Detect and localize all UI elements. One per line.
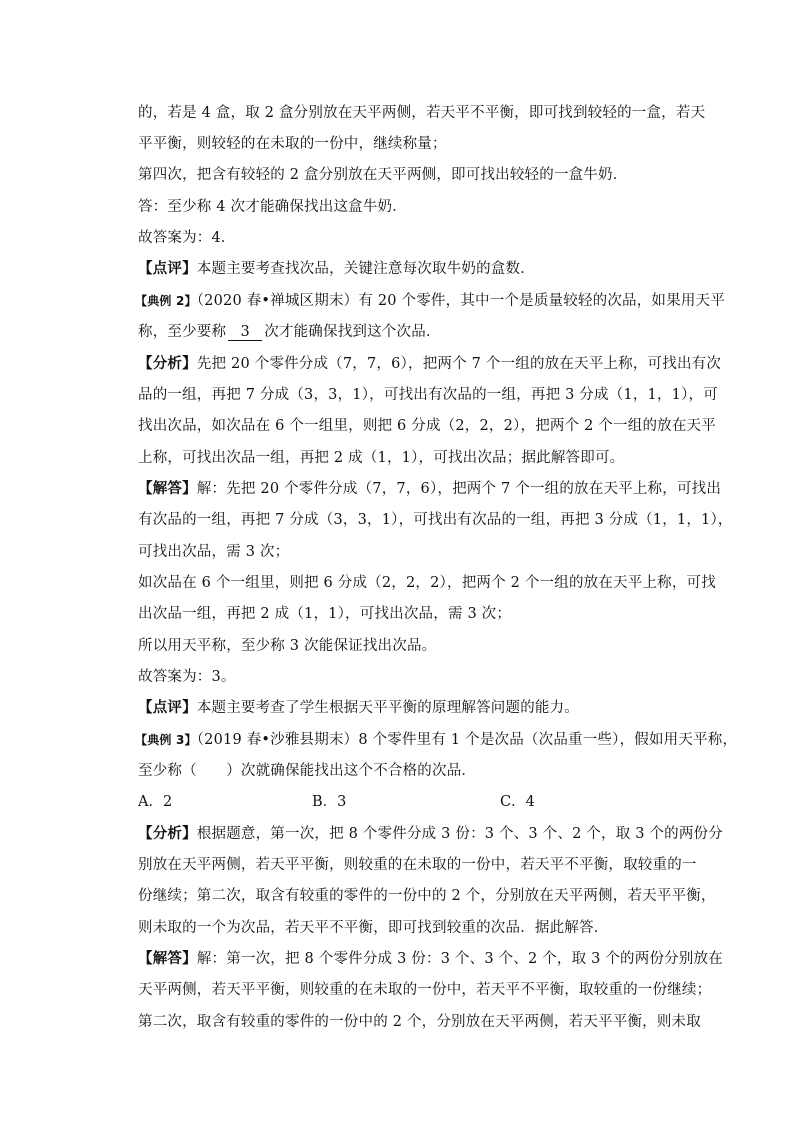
analysis-text: 根据题意，第一次，把 8 个零件分成 3 份：3 个、3 个、2 个，取 3 个的两份分 [196, 826, 723, 842]
answer-line: 答：至少称 4 次才能确保找出这盒牛奶． [138, 199, 407, 215]
option-a: A．2 [138, 794, 173, 810]
comment-line [138, 698, 579, 718]
solution-text: 解：先把 20 个零件分成（7，7，6），把两个 7 个一组的放在天平上称，可找出 [196, 481, 722, 497]
text-line: 所以用天平称，至少称 3 次能保证找出次品。 [138, 638, 437, 654]
analysis-line [138, 824, 723, 844]
comment-label: 【点评】 [138, 261, 197, 277]
analysis-line [138, 354, 721, 374]
text-line: 可找出次品，需 3 次； [138, 544, 290, 560]
solution-label: 【解答】 [138, 951, 197, 967]
text-line: 上称，可找出次品一组，再把 2 成（1，1），可找出次品；据此解答即可。 [138, 450, 625, 466]
example-text: （2019 春•沙雅县期末）8 个零件里有 1 个是次品（次品重一些），假如用天平称， [196, 732, 738, 748]
analysis-label: 【分析】 [138, 356, 197, 372]
comment-label: 【点评】 [138, 700, 197, 716]
text-line: 平平衡，则较轻的在未取的一份中，继续称量； [138, 136, 447, 152]
question-line [138, 322, 441, 342]
example-2-heading [135, 291, 725, 311]
example-tag: 【典例 3】 [135, 733, 197, 747]
text-line: 如次品在 6 个一组里，则把 6 分成（2，2，2），把两个 2 个一组的放在天平上称，可找 [138, 575, 716, 591]
text-line: 第二次，取含有较重的零件的一份中的 2 个，分别放在天平两侧，若天平平衡，则未取 [138, 1014, 701, 1030]
comment-line [138, 259, 535, 279]
solution-line [138, 949, 723, 969]
text-line: 出次品一组，再把 2 成（1，1），可找出次品，需 3 次； [138, 606, 512, 622]
solution-label: 【解答】 [138, 481, 197, 497]
question-line: 至少称（ ）次就确保能找出这个不合格的次品． [138, 763, 477, 779]
answer-blank: 3 [228, 324, 262, 341]
text-line: 别放在天平两侧，若天平平衡，则较重的在未取的一份中，若天平不平衡，取较重的一 [138, 857, 697, 873]
text-line: 找出次品，如次品在 6 个一组里，则把 6 分成（2，2，2），把两个 2 个一组的放在天平 [138, 418, 716, 434]
text-line: 天平两侧，若天平平衡，则较重的在未取的一份中，若天平不平衡，取较重的一份继续； [138, 982, 712, 998]
text-line: 的，若是 4 盒，取 2 盒分别放在天平两侧，若天平不平衡，即可找到较轻的一盒，若天 [138, 105, 706, 121]
solution-text: 解：第一次，把 8 个零件分成 3 份：3 个、3 个、2 个，取 3 个的两份分别放在 [196, 951, 723, 967]
text-line: 份继续；第二次，取含有较重的零件的一份中的 2 个，分别放在天平两侧，若天平平衡， [138, 888, 716, 904]
example-3-heading [135, 730, 737, 750]
text-line: 有次品的一组，再把 7 分成（3，3，1），可找出有次品的一组，再把 3 分成（1，1，1）， [138, 512, 733, 528]
comment-text: 本题主要考查了学生根据天平平衡的原理解答问题的能力。 [196, 700, 580, 716]
solution-line [138, 479, 721, 499]
text-line: 则未取的一个为次品，若天平不平衡，即可找到较重的次品．据此解答． [138, 920, 609, 936]
comment-text: 本题主要考查找次品，关键注意每次取牛奶的盒数． [196, 261, 535, 277]
option-c: C．4 [500, 794, 535, 810]
final-answer-line: 故答案为：4． [138, 230, 236, 246]
text-line: 第四次，把含有较轻的 2 盒分别放在天平两侧，即可找出较轻的一盒牛奶． [138, 167, 628, 183]
analysis-text: 先把 20 个零件分成（7，7，6），把两个 7 个一组的放在天平上称，可找出有次 [196, 356, 722, 372]
example-tag: 【典例 2】 [135, 294, 197, 308]
analysis-label: 【分析】 [138, 826, 197, 842]
final-answer-line: 故答案为：3。 [138, 669, 236, 685]
option-b: B．3 [312, 794, 347, 810]
text-line: 品的一组，再把 7 分成（3，3，1），可找出有次品的一组，再把 3 分成（1，1，1），可 [138, 387, 718, 403]
question-text: 次才能确保找到这个次品． [264, 324, 441, 340]
example-text: （2020 春•禅城区期末）有 20 个零件，其中一个是质量较轻的次品，如果用天平 [196, 293, 725, 309]
question-text: 称，至少要称 [138, 324, 227, 340]
